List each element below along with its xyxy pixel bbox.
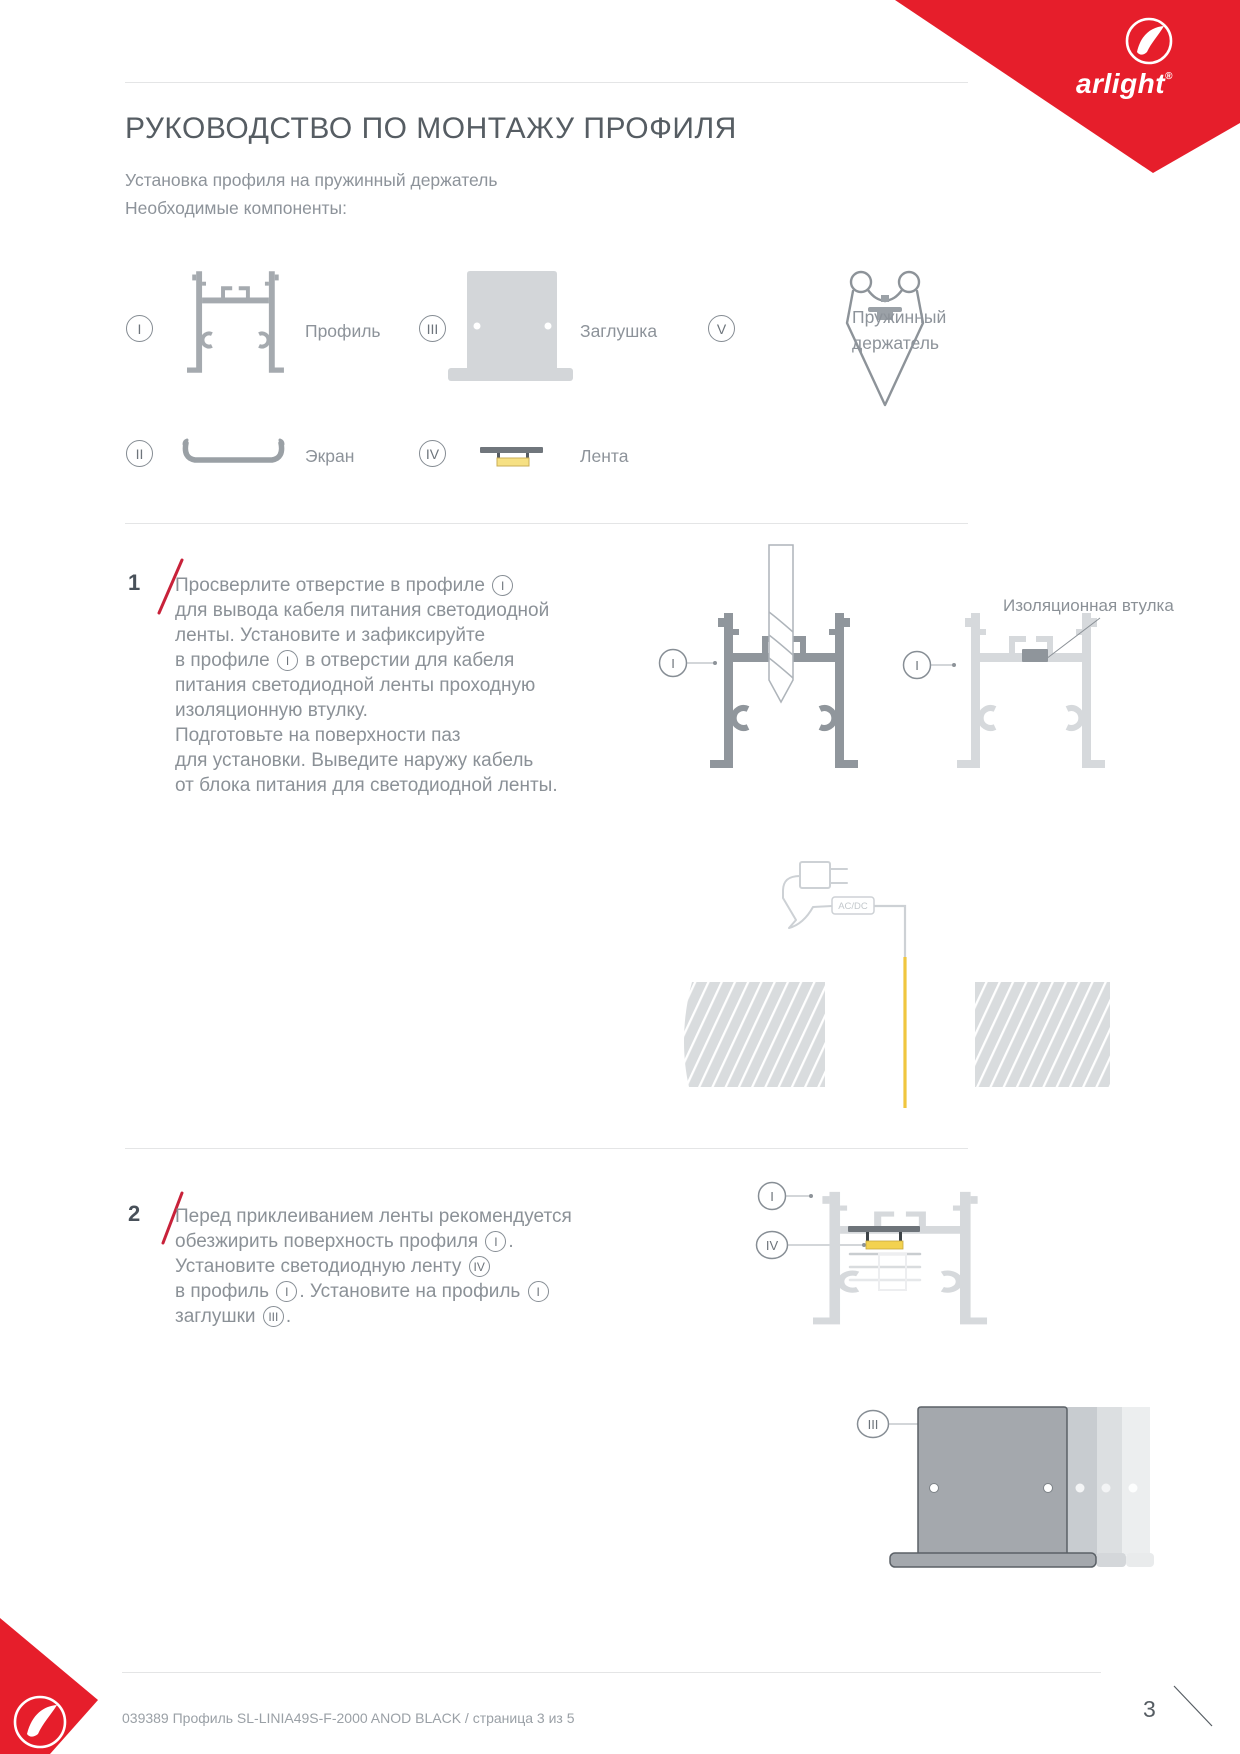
intro-line-2: Необходимые компоненты:: [125, 198, 347, 218]
component-marker-I: I: [126, 315, 153, 342]
step2-number: 2: [128, 1201, 141, 1226]
profile-cross-section-light: [813, 1192, 987, 1325]
step-text-line: Просверлите отверстие в профиле I: [175, 573, 558, 598]
step2-text: [175, 1204, 572, 1329]
step-text-line: заглушки III .: [175, 1305, 292, 1327]
endcap-ghost-copies: [1067, 1407, 1154, 1567]
step-text-line: Подготовьте на поверхности паз: [175, 724, 461, 746]
tape-icon: [480, 447, 543, 466]
step-text-line: Перед приклеиванием ленты рекомендуется: [175, 1205, 572, 1227]
step-text-line: в профиль I . Установите на профиль I: [175, 1279, 572, 1304]
page-title: РУКОВОДСТВО ПО МОНТАЖУ ПРОФИЛЯ: [125, 112, 737, 145]
brand-banner: [895, 0, 1240, 173]
intro-line-1: Установка профиля на пружинный держатель: [125, 170, 498, 190]
page-number: 3: [1143, 1696, 1156, 1722]
footer-text: 039389 Профиль SL-LINIA49S-F-2000 ANOD BLACK / страница 3 из 5: [122, 1710, 575, 1726]
step-text-line: обезжирить поверхность профиля I .: [175, 1230, 514, 1252]
component-marker-II: II: [126, 440, 153, 467]
screen-icon: [184, 440, 283, 460]
step-text-line: питания светодиодной ленты проходную: [175, 674, 536, 696]
end-cap-icon: [448, 271, 573, 381]
callout-III: III: [867, 1417, 879, 1432]
header-divider: [125, 82, 968, 83]
registered-mark: ®: [1165, 71, 1173, 82]
step2-endcap-diagram: [858, 1407, 1155, 1567]
insertion-ghost-lines: [850, 1254, 920, 1290]
step1-text: [175, 573, 558, 798]
step1-number: 1: [128, 570, 141, 595]
component-label-endcap: Заглушка: [580, 321, 658, 341]
step-text-line: от блока питания для светодиодной ленты.: [175, 774, 558, 796]
brand-logo: [1076, 68, 1173, 100]
step-text-line: ленты. Установите и зафиксируйте: [175, 624, 486, 646]
callout-I: I: [770, 1189, 774, 1204]
footer-brand-corner: [0, 1618, 98, 1754]
wall-section-right: [975, 982, 1110, 1087]
drill-bit-icon: [769, 545, 793, 702]
component-label-tape: Лента: [580, 446, 629, 466]
component-marker-III: III: [419, 315, 446, 342]
step1-drill-diagram: [660, 545, 859, 768]
intro-text: [125, 166, 498, 222]
callout-IV: IV: [765, 1238, 779, 1253]
acdc-label: AC/DC: [838, 901, 868, 912]
callout-I: I: [915, 658, 919, 673]
step-text-line: изоляционную втулку.: [175, 699, 368, 721]
section-divider-1: [125, 523, 968, 524]
step-text-line: Установите светодиодную ленту IV: [175, 1254, 572, 1279]
inline-callout-III: III: [263, 1306, 284, 1327]
step-text-line: для вывода кабеля питания светодиодной: [175, 599, 550, 621]
profile-icon: [187, 271, 284, 373]
inline-callout-I: I: [276, 1281, 297, 1302]
section-divider-2: [125, 1148, 968, 1149]
component-marker-V: V: [708, 315, 735, 342]
plug-icon: [783, 862, 847, 928]
step-text-line: в профиле I в отверстии для кабеля: [175, 649, 515, 671]
insulation-bushing: [1022, 649, 1048, 662]
inline-callout-IV: IV: [469, 1256, 490, 1277]
profile-cross-section-ghost: [957, 613, 1105, 768]
wall-section-left: [684, 982, 825, 1087]
step1-power-diagram: [684, 862, 1110, 1108]
callout-I: I: [671, 656, 675, 671]
step2-tape-diagram: [757, 1183, 988, 1325]
component-label-screen: Экран: [305, 446, 355, 466]
step1-bushing-diagram: [904, 613, 1106, 768]
page-number-slash: [1174, 1686, 1212, 1726]
step-text-line: для установки. Выведите наружу кабель: [175, 749, 534, 771]
brand-name: arlight: [1076, 68, 1166, 99]
footer-divider: [122, 1672, 1101, 1673]
component-label-spring-holder: Пружинный держатель: [852, 307, 947, 353]
inline-callout-I: I: [492, 575, 513, 596]
inline-callout-I: I: [528, 1281, 549, 1302]
component-label-profile: Профиль: [305, 321, 381, 341]
component-marker-IV: IV: [419, 440, 446, 467]
inline-callout-I: I: [277, 650, 298, 671]
inline-callout-I: I: [485, 1231, 506, 1252]
bushing-label: Изоляционная втулка: [1003, 596, 1174, 615]
led-tape-assembly: [848, 1226, 920, 1249]
endcap-body: [890, 1407, 1096, 1567]
